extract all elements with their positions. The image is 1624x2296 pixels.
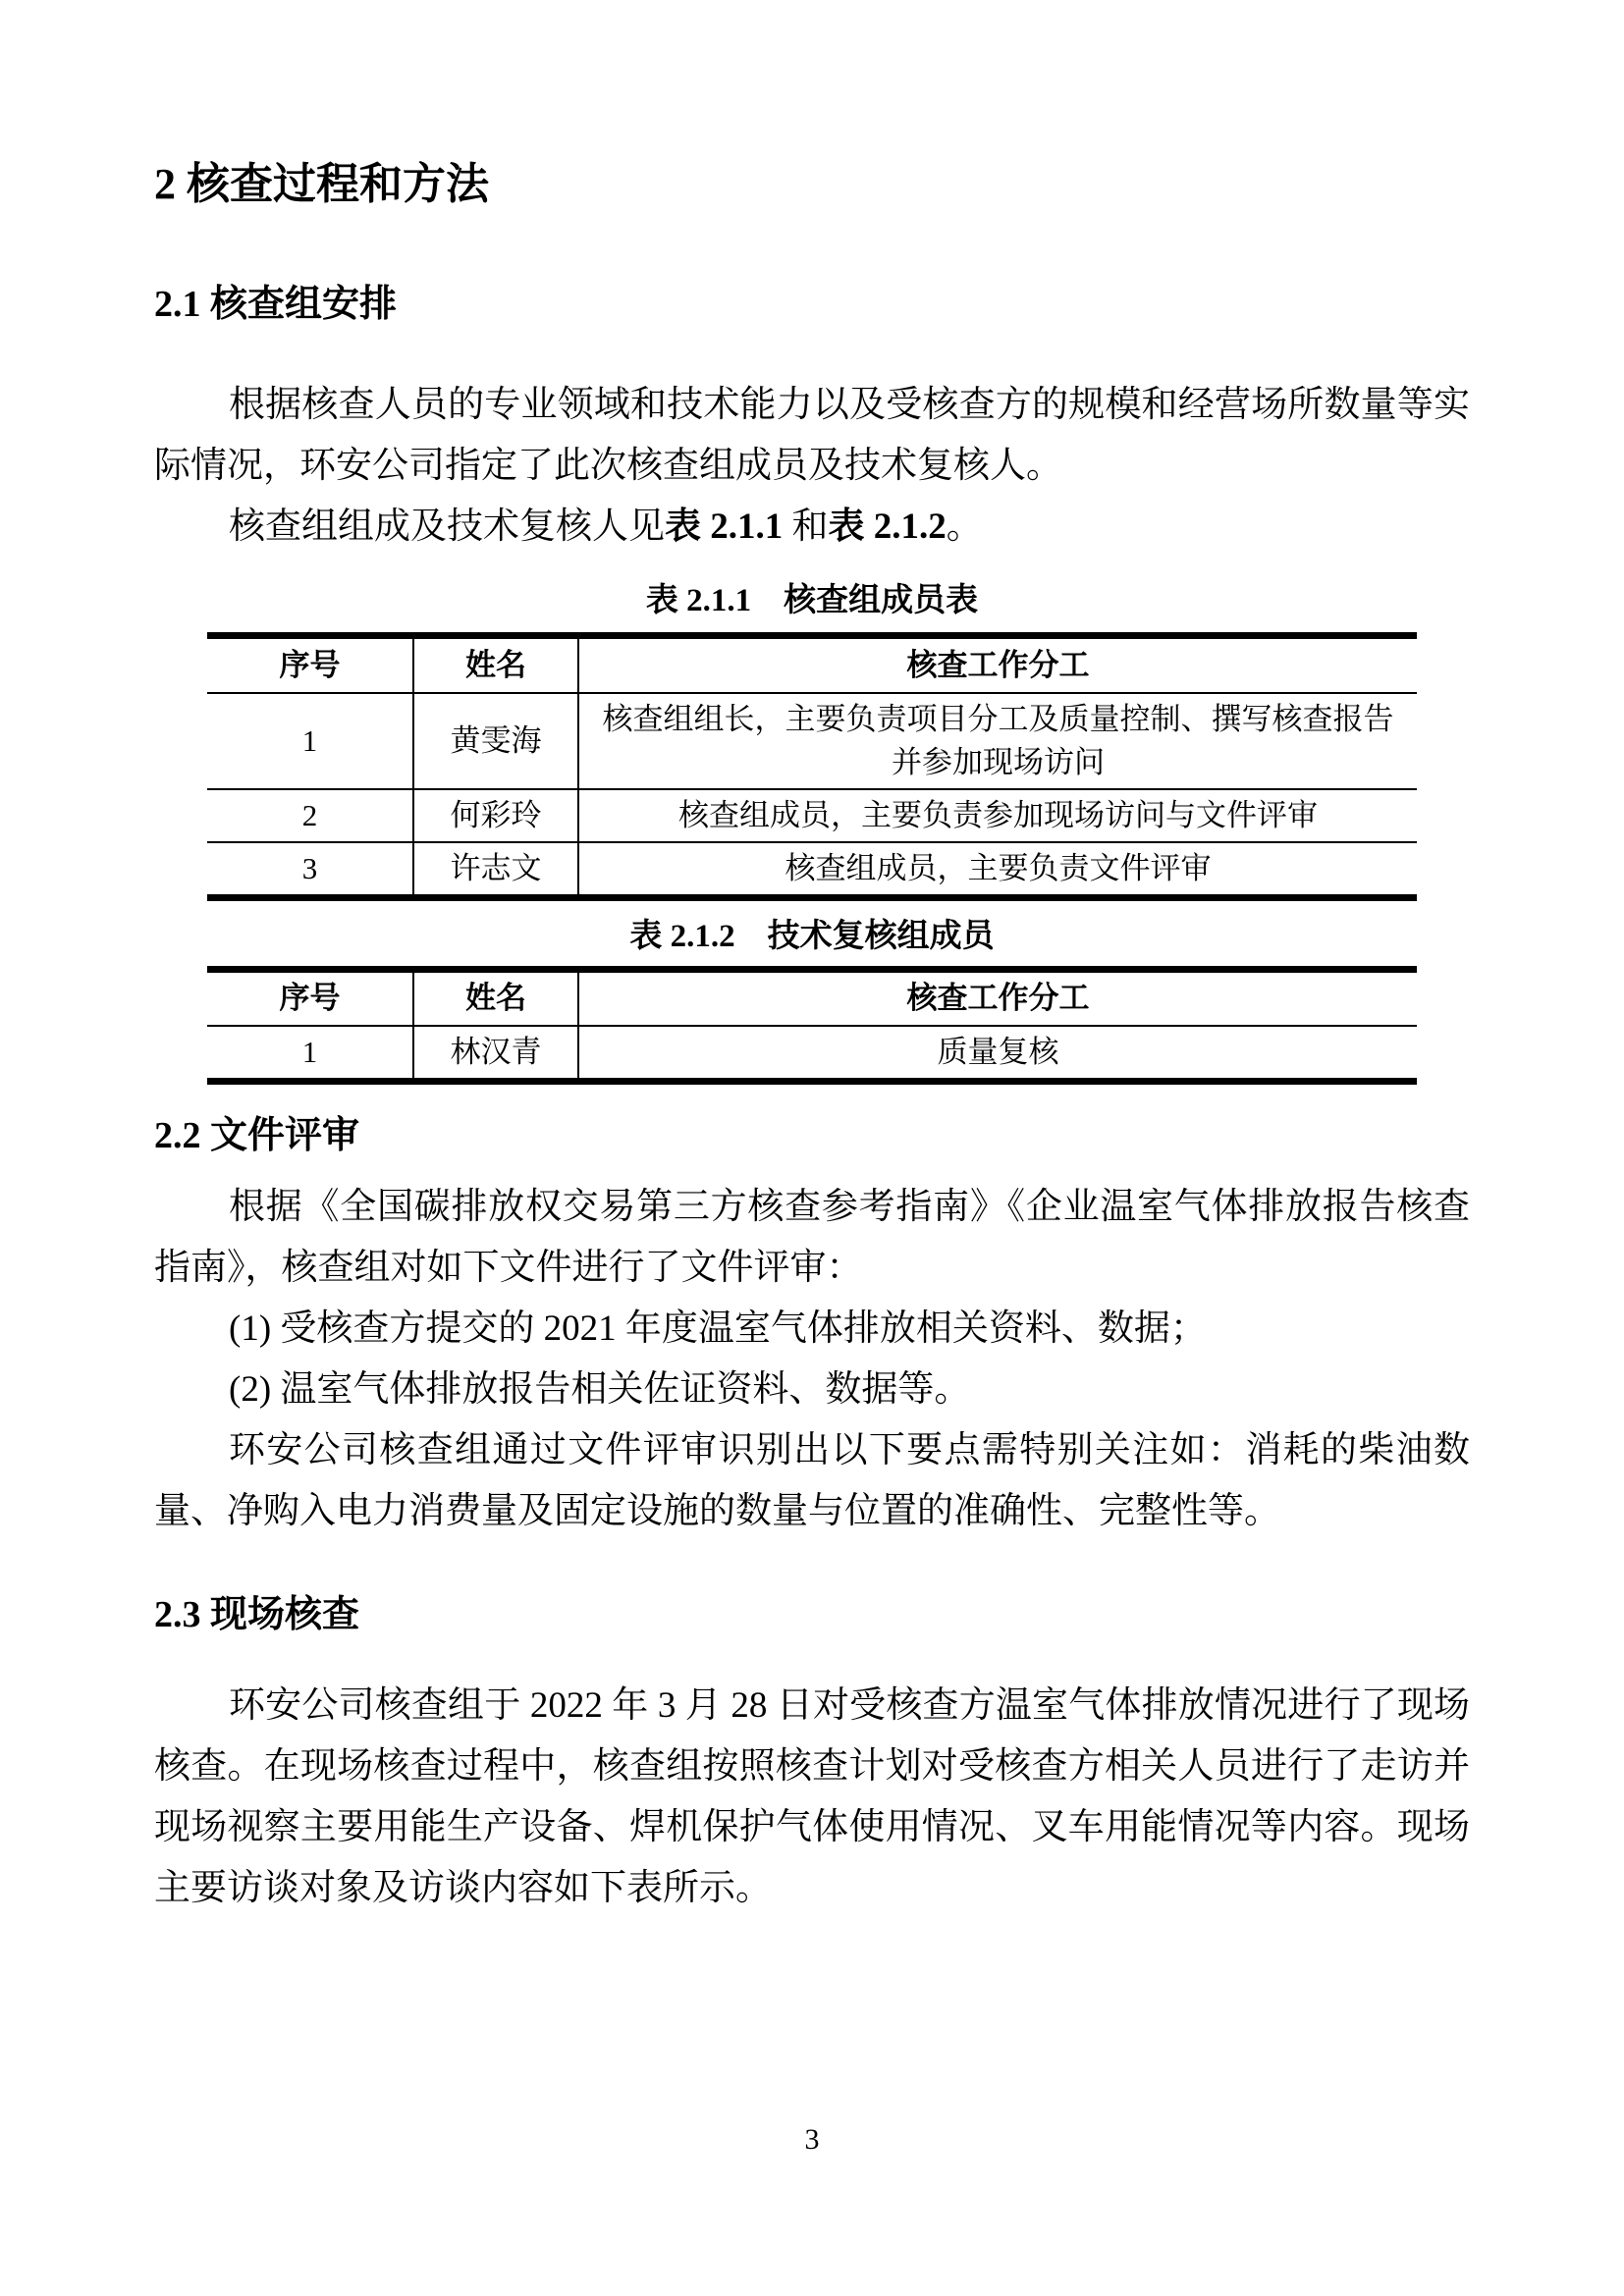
cell-no: 3 [207, 842, 413, 898]
cell-no: 1 [207, 693, 413, 789]
table-row [207, 1026, 1417, 1082]
table-ref-2-1-1: 表 2.1.1 [665, 507, 784, 547]
cell-duty: 核查组组长，主要负责项目分工及质量控制、撰写核查报告并参加现场访问 [578, 693, 1417, 789]
cell-no: 2 [207, 789, 413, 842]
cell-name: 林汉青 [413, 1026, 578, 1082]
section-2-3-heading: 2.3 现场核查 [154, 1594, 360, 1635]
column-header-duty: 核查工作分工 [578, 969, 1417, 1026]
table-row [207, 842, 1417, 898]
table-ref-2-1-2: 表 2.1.2 [828, 507, 947, 547]
cell-duty: 质量复核 [578, 1026, 1417, 1082]
text-segment: 。 [946, 507, 983, 547]
verification-team-table [207, 632, 1417, 901]
table-header-row [207, 969, 1417, 1026]
cell-name: 黄雯海 [413, 693, 578, 789]
paragraph-onsite-verification: 环安公司核查组于 2022 年 3 月 28 日对受核查方温室气体排放情况进行了现场核查。在现场核查过程中，核查组按照核查计划对受核查方相关人员进行了走访并现场视察主要用能生产设备、焊机保护气体使用情况、叉车用能情况等内容。现场主要访谈对象及访谈内容如下表所示。 [154, 1685, 1470, 1908]
paragraph-document-review-intro: 根据《全国碳排放权交易第三方核查参考指南》《企业温室气体排放报告核查指南》，核查组对如下文件进行了文件评审： [154, 1187, 1470, 1288]
table-row [207, 789, 1417, 842]
cell-duty: 核查组成员，主要负责文件评审 [578, 842, 1417, 898]
column-header-no: 序号 [207, 969, 413, 1026]
column-header-duty: 核查工作分工 [578, 636, 1417, 693]
cell-name: 何彩玲 [413, 789, 578, 842]
table-2-1-2-caption: 表 2.1.2 技术复核组成员 [629, 918, 995, 954]
table-row [207, 693, 1417, 789]
list-item-2: (2) 温室气体排放报告相关佐证资料、数据等。 [229, 1369, 971, 1410]
column-header-name: 姓名 [413, 969, 578, 1026]
paragraph-team-arrangement: 根据核查人员的专业领域和技术能力以及受核查方的规模和经营场所数量等实际情况，环安公司指定了此次核查组成员及技术复核人。 [154, 385, 1470, 486]
paragraph-key-points: 环安公司核查组通过文件评审识别出以下要点需特别关注如：消耗的柴油数量、净购入电力消费量及固定设施的数量与位置的准确性、完整性等。 [154, 1430, 1470, 1531]
table-header-row [207, 636, 1417, 693]
cell-duty: 核查组成员，主要负责参加现场访问与文件评审 [578, 789, 1417, 842]
table-2-1-1-caption: 表 2.1.1 核查组成员表 [645, 583, 979, 618]
section-2-2-heading: 2.2 文件评审 [154, 1115, 360, 1156]
page-number: 3 [804, 2123, 820, 2156]
section-2-1-heading: 2.1 核查组安排 [154, 284, 398, 325]
column-header-name: 姓名 [413, 636, 578, 693]
paragraph-table-reference [154, 497, 1470, 558]
text-segment: 和 [783, 507, 829, 547]
column-header-no: 序号 [207, 636, 413, 693]
list-item-1: (1) 受核查方提交的 2021 年度温室气体排放相关资料、数据； [229, 1308, 1207, 1349]
cell-no: 1 [207, 1026, 413, 1082]
cell-name: 许志文 [413, 842, 578, 898]
text-segment: 核查组组成及技术复核人见 [229, 507, 665, 547]
chapter-heading: 2 核查过程和方法 [154, 160, 489, 208]
technical-review-team-table [207, 966, 1417, 1086]
